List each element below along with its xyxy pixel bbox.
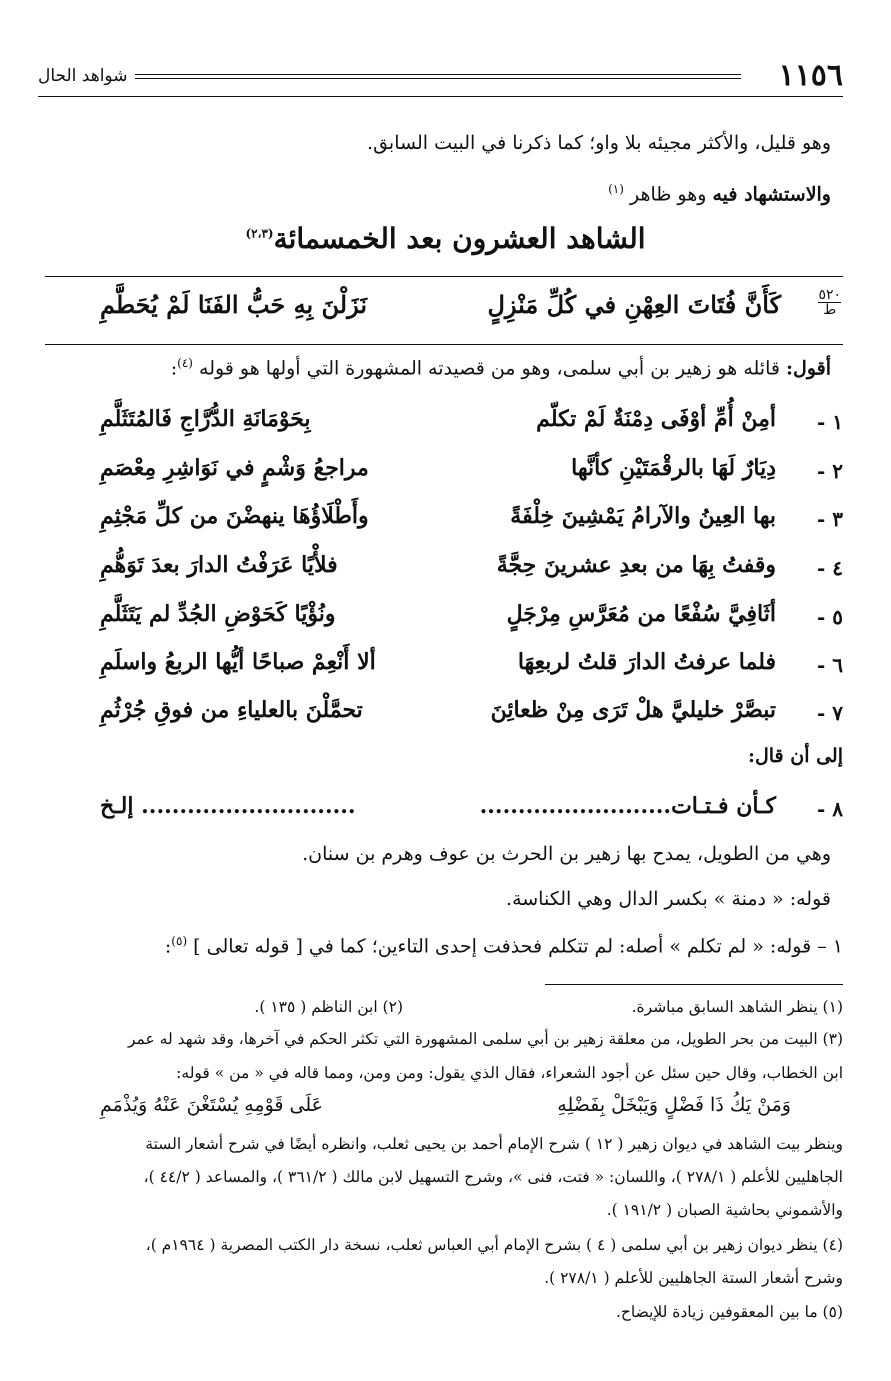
footnote-3-line-5: والأشموني بحاشية الصبان ( ١٩١/٢ ). xyxy=(606,1201,843,1219)
verse-hemistich-right: كـأن فـتـات......................... xyxy=(479,793,776,819)
intro-line-2 xyxy=(45,182,831,205)
verse-number: ٢ - xyxy=(816,459,843,483)
aqulu-colon: : xyxy=(170,357,178,380)
verse-number: ٣ - xyxy=(816,507,843,531)
footnote-3-verse-right: وَمَنْ يَكُ ذَا فَضْلٍ وَيَبْخَلْ بِفَضْلِهِ xyxy=(557,1094,791,1116)
footnote-5: (٥) ما بين المعقوفين زيادة للإيضاح. xyxy=(615,1303,843,1321)
footnote-1: (١) ينظر الشاهد السابق مباشرة. xyxy=(631,998,843,1016)
verse-number: ١ - xyxy=(816,410,843,434)
shahid-number xyxy=(818,288,841,317)
verse-hemistich-left: ............................ إلـخ xyxy=(100,793,356,819)
verse-hemistich-left: ألا أَنْعِمْ صباحًا أيُّها الربعُ واسلَمِ xyxy=(100,649,376,675)
footnote-3-line-1: (٣) البيت من بحر الطويل، من معلقة زهير بن أبي سلمى المشهورة التي تكثر الحكم في آخرها، وقد شهد له عمر xyxy=(127,1030,843,1048)
header-rule xyxy=(135,74,741,79)
verse-hemistich-right: دِيَارٌ لَهَا بالرقْمَتَيْنِ كأنَّها xyxy=(571,455,776,481)
footnote-ref-5: (٥) xyxy=(171,934,188,948)
body-line-1: وهي من الطويل، يمدح بها زهير بن الحرث بن عوف وهرم بن سنان. xyxy=(302,843,831,865)
body-line-2: قوله: « دمنة » بكسر الدال وهي الكناسة. xyxy=(506,888,831,910)
footnote-row-1 xyxy=(45,998,843,1016)
verse-hemistich-right: أمِنْ أُمِّ أوْفَى دِمْنَةٌ لَمْ تكلّم xyxy=(536,406,776,432)
shahid-hemistich-right: كَأَنَّ فُتَاتَ العِهْنِ في كُلِّ مَنْزِلٍ xyxy=(487,290,781,319)
meter-mark: ط xyxy=(823,302,837,318)
footnote-4-line-2: وشرح أشعار الستة الجاهليين للأعلم ( ٢٧٨/١ ). xyxy=(544,1269,843,1287)
verse-number: ٥ - xyxy=(816,605,843,629)
intro-line-2-text: وهو ظاهر xyxy=(623,183,713,206)
aqulu-text: قائله هو زهير بن أبي سلمى، وهو من قصيدته المشهورة التي أولها هو قوله xyxy=(192,357,786,380)
verse-number: ٦ - xyxy=(816,653,843,677)
verse-box-top-rule xyxy=(45,276,843,277)
body-line-3-text: ١ – قوله: « لم تكلم » أصله: لم تتكلم فحذفت إحدى التاءين؛ كما في [ قوله تعالى ] xyxy=(187,935,843,958)
aqulu-line xyxy=(45,356,831,379)
ila-an-qal: إلى أن قال: xyxy=(747,745,843,767)
footnote-3-line-3: وينظر بيت الشاهد في ديوان زهير ( ١٢ ) شرح الإمام أحمد بن يحيى ثعلب، وانظره أيضًا في شرح أشعار الستة xyxy=(145,1135,843,1153)
verse-hemistich-left: ونُؤْيًا كَحَوْضِ الجُدِّ لم يَتَثَلَّمِ xyxy=(100,601,336,627)
shahid-number-value: ٥٢٠ xyxy=(818,287,841,303)
verse-hemistich-right: أثَافِيَّ سُفْعًا من مُعَرَّسِ مِرْجَلٍ xyxy=(506,601,776,627)
footnote-ref-2-3: (٢،٣) xyxy=(245,226,274,241)
verse-hemistich-right: وقفتُ بِهَا من بعدِ عشرينَ حِجَّةً xyxy=(496,552,776,578)
istishhad-label: والاستشهاد فيه xyxy=(712,183,831,206)
footnote-2: (٢) ابن الناظم ( ١٣٥ ). xyxy=(254,998,403,1016)
verse-hemistich-left: وأَطْلَاؤُهَا ينهضْنَ من كلِّ مَجْثِمِ xyxy=(100,503,369,529)
verse-hemistich-right: تبصَّرْ خليليَّ هلْ تَرَى مِنْ ظعائِنَ xyxy=(490,697,776,723)
verse-hemistich-left: مراجعُ وَشْمٍ في نَوَاشِرِ مِعْصَمِ xyxy=(100,455,369,481)
intro-line-1: وهو قليل، والأكثر مجيئه بلا واو؛ كما ذكرنا في البيت السابق. xyxy=(367,132,831,154)
verse-number: ٤ - xyxy=(816,556,843,580)
verse-hemistich-left: تحمَّلْنَ بالعلياءِ من فوقِ جُرْثُمِ xyxy=(100,697,363,723)
body-line-3 xyxy=(45,934,843,957)
section-title xyxy=(0,222,891,255)
aqulu-label: أقول: xyxy=(786,357,831,380)
verse-number: ٨ - xyxy=(816,797,843,821)
footnote-4-line-1: (٤) ينظر ديوان زهير بن أبي سلمى ( ٤ ) بشرح الإمام أبي العباس ثعلب، نسخة دار الكتب المصرية ( ١٩٦٤م )، xyxy=(145,1236,843,1254)
footnote-3-verse-left: عَلَى قَوْمِهِ يُسْتَغْنَ عَنْهُ وَيُذْمَمِ xyxy=(100,1094,323,1116)
verse-hemistich-left: فلأْيًا عَرَفْتُ الدارَ بعدَ تَوَهُّمِ xyxy=(100,552,338,578)
verse-hemistich-right: بها العِينُ والآرامُ يَمْشِينَ خِلْفَةً xyxy=(510,503,776,529)
section-title-text: الشاهد العشرون بعد الخمسمائة xyxy=(273,222,646,255)
shahid-hemistich-left: نَزَلْنَ بِهِ حَبُّ الفَنَا لَمْ يُحَطَّمِ xyxy=(100,290,368,319)
footnote-rule xyxy=(545,984,843,985)
footnote-3-line-4: الجاهليين للأعلم ( ٢٧٨/١ )، واللسان: « فتت، فنى »، وشرح التسهيل لابن مالك ( ٣٦١/٢ )، والمساعد ( ٤٤/٢ )، xyxy=(143,1168,843,1186)
footnote-ref-4: (٤) xyxy=(177,356,193,370)
footnote-ref-1: (١) xyxy=(608,182,624,196)
verse-box-bottom-rule xyxy=(45,344,843,345)
body-line-3-colon: : xyxy=(164,935,172,958)
verse-hemistich-left: بِحَوْمَانَةِ الدُّرَّاجِ فَالمُتَثَلَّمِ xyxy=(100,406,311,432)
footnote-3-line-2: ابن الخطاب، وقال حين سئل عن أجود الشعراء، فقال الذي يقول: ومن ومن، ومما قاله في « من » قوله: xyxy=(176,1064,843,1082)
running-title: شواهد الحال xyxy=(38,66,128,86)
page-number: ١١٥٦ xyxy=(778,58,843,93)
verse-number: ٧ - xyxy=(816,701,843,725)
header-underline xyxy=(38,96,843,97)
verse-hemistich-right: فلما عرفتُ الدارَ قلتُ لربعِهَا xyxy=(517,649,776,675)
